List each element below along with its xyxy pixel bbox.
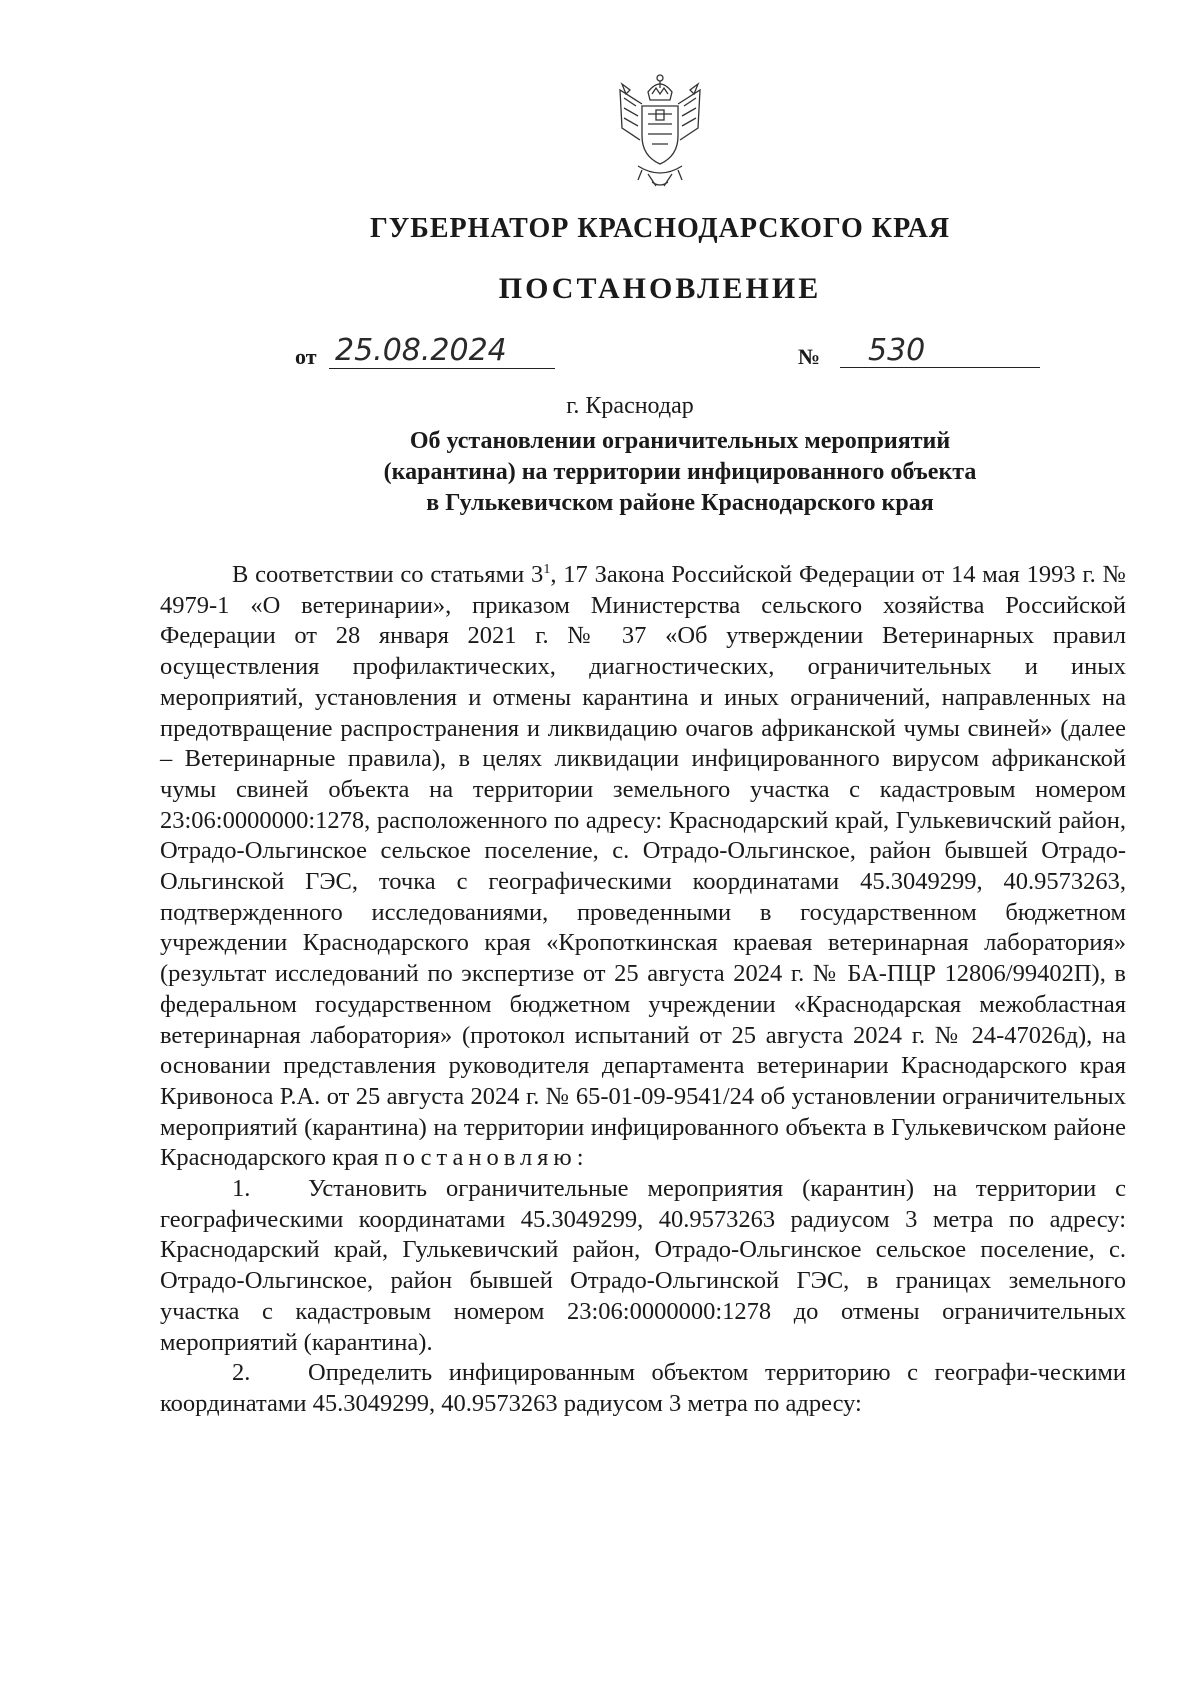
- item-text: Установить ограничительные мероприятия (карантин) на территории с географическими координатами 45.3049299, 40.9573263 радиусом 3 метра по адресу: Краснодарский край, Гулькевичский район, Отрадо-Ольгинское сельское поселение, с. Отрадо-Ольгинское, район бывшей Отрадо-Ольгинской ГЭС, в границах земельного участка с кадастровым номером 23:06:0000000:1278 до отмены ограничительных мероприятий (карантина).: [160, 1175, 1126, 1356]
- document-type: ПОСТАНОВЛЕНИЕ: [498, 272, 822, 305]
- heading-line: Об установлении ограничительных мероприятий: [409, 428, 951, 454]
- preamble-paragraph: [160, 560, 1126, 1174]
- heading-line: (карантина) на территории инфицированного объекта: [383, 459, 977, 485]
- handwritten-number: 530: [840, 336, 1040, 368]
- item-text: Определить инфицированным объектом территорию с географи-ческими координатами 45.3049299, 40.9573263 радиусом 3 метра по адресу:: [160, 1359, 1126, 1417]
- document-body: [160, 560, 1126, 1420]
- item-paragraph-1: [160, 1174, 1126, 1358]
- item-number: 1.: [232, 1175, 251, 1203]
- coat-of-arms-emblem: [612, 70, 708, 190]
- item-number: 2.: [232, 1359, 251, 1387]
- document-meta-row: [295, 333, 1055, 376]
- resolve-word: постановляю:: [384, 1144, 589, 1172]
- issuing-authority: ГУБЕРНАТОР КРАСНОДАРСКОГО КРАЯ: [369, 213, 951, 244]
- handwritten-date: 25.08.2024: [329, 336, 555, 369]
- city-name: г. Краснодар: [566, 393, 694, 419]
- item-paragraph-2: [160, 1358, 1126, 1419]
- number-label: №: [798, 344, 821, 369]
- date-label: от: [295, 344, 317, 369]
- preamble-text-start: В соответствии со статьями 3: [232, 561, 544, 588]
- document-heading: [300, 426, 1060, 519]
- preamble-text: , 17 Закона Российской Федерации от 14 мая 1993 г. № 4979-1 «О ветеринарии», приказом Министерства сельского хозяйства Российской Федерации от 28 января 2021 г. № 37 «Об утверждении Ветеринарных правил осуществления профилактических, диагностических, ограничительных и иных мероприятий, установления и отмены карантина и иных ограничений, направленных на предотвращение распространения и ликвидацию очагов африканской чумы свиней» (далее – Ветеринарные правила), в целях ликвидации инфицированного вирусом африканской чумы свиней объекта на территории земельного участка с кадастровым номером 23:06:0000000:1278, расположенного по адресу: Краснодарский край, Гулькевичский район, Отрадо-Ольгинское сельское поселение, с. Отрадо-Ольгинское, район бывшей Отрадо-Ольгинской ГЭС, точка с географическими координатами 45.3049299, 40.9573263, подтвержденного исследованиями, проведенными в государственном бюджетном учреждении Краснодарского края «Кропоткинская краевая ветеринарная лаборатория» (результат исследований по экспертизе от 25 августа 2024 г. № БА-ПЦР 12806/99402П), в федеральном государственном бюджетном учреждении «Краснодарская межобластная ветеринарная лаборатория» (протокол испытаний от 25 августа 2024 г. № 24-47026д), на основании представления руководителя департамента ветеринарии Краснодарского края Кривоноса Р.А. от 25 августа 2024 г. № 65-01-09-9541/24 об установлении ограничительных мероприятий (карантина) на территории инфицированного объекта в Гулькевичском районе Краснодарского края: [160, 561, 1126, 1172]
- article-superscript: 1: [543, 561, 551, 577]
- heading-line: в Гулькевичском районе Краснодарского края: [426, 490, 934, 516]
